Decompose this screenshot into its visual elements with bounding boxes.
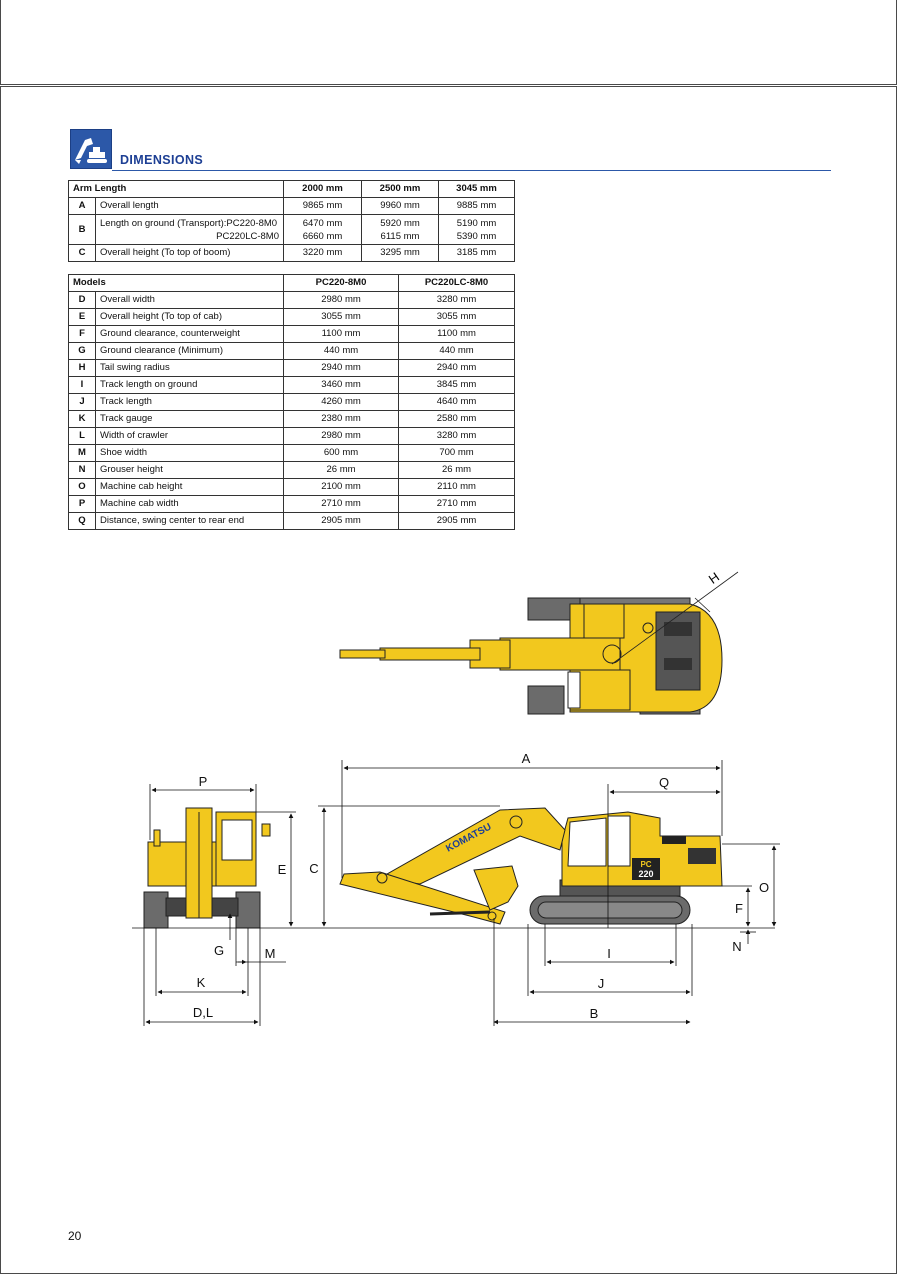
row-key: D bbox=[69, 292, 96, 309]
row-value: 9885 mm bbox=[439, 198, 515, 215]
header-cell: Models bbox=[69, 275, 284, 292]
row-label: Distance, swing center to rear end bbox=[96, 513, 284, 530]
row-value: 700 mm bbox=[399, 445, 515, 462]
row-value: 440 mm bbox=[399, 343, 515, 360]
dim-label-p: P bbox=[198, 774, 208, 789]
row-value: 3055 mm bbox=[399, 309, 515, 326]
row-key: A bbox=[69, 198, 96, 215]
row-value-a: 6470 mm bbox=[302, 217, 343, 229]
row-value: 3220 mm bbox=[284, 245, 362, 262]
row-key: N bbox=[69, 462, 96, 479]
row-value-a: 5190 mm bbox=[456, 217, 497, 229]
top-view bbox=[340, 569, 738, 714]
row-value: 1100 mm bbox=[399, 326, 515, 343]
dim-label-i: I bbox=[607, 946, 611, 961]
row-value: 3845 mm bbox=[399, 377, 515, 394]
model-badge-top: PC bbox=[640, 860, 652, 869]
row-value: 3295 mm bbox=[362, 245, 439, 262]
dim-label-o: O bbox=[758, 880, 770, 895]
page-number: 20 bbox=[68, 1229, 82, 1243]
row-label: Grouser height bbox=[96, 462, 284, 479]
row-value: 600 mm bbox=[284, 445, 399, 462]
row-key: K bbox=[69, 411, 96, 428]
row-value: 2710 mm bbox=[284, 496, 399, 513]
row-label: Machine cab width bbox=[96, 496, 284, 513]
dim-label-g: G bbox=[213, 943, 225, 958]
dim-label-c: C bbox=[309, 861, 319, 876]
row-value: 2980 mm bbox=[284, 428, 399, 445]
row-label: Track gauge bbox=[96, 411, 284, 428]
row-key: Q bbox=[69, 513, 96, 530]
header-cell: PC220-8M0 bbox=[284, 275, 399, 292]
row-value-b: 6115 mm bbox=[380, 230, 420, 242]
row-value: 26 mm bbox=[284, 462, 399, 479]
dim-label-j: J bbox=[597, 976, 605, 991]
row-value-b: 6660 mm bbox=[302, 230, 343, 242]
model-badge-num: 220 bbox=[638, 869, 654, 879]
row-key: O bbox=[69, 479, 96, 496]
row-value: 2980 mm bbox=[284, 292, 399, 309]
row-key: J bbox=[69, 394, 96, 411]
row-value: 2380 mm bbox=[284, 411, 399, 428]
row-label: Ground clearance (Minimum) bbox=[96, 343, 284, 360]
row-key: C bbox=[69, 245, 96, 262]
row-key: B bbox=[69, 215, 96, 245]
dim-label-n: N bbox=[732, 939, 742, 954]
side-view bbox=[340, 808, 722, 924]
row-key: M bbox=[69, 445, 96, 462]
header-cell: Arm Length bbox=[69, 181, 284, 198]
dim-label-f: F bbox=[735, 901, 743, 916]
row-key: H bbox=[69, 360, 96, 377]
row-value: 4640 mm bbox=[399, 394, 515, 411]
row-label-line2: PC220LC-8M0 bbox=[216, 230, 279, 242]
row-label: Overall height (To top of boom) bbox=[96, 245, 284, 262]
row-value: 2110 mm bbox=[399, 479, 515, 496]
front-view bbox=[144, 808, 270, 928]
row-key: P bbox=[69, 496, 96, 513]
row-key: G bbox=[69, 343, 96, 360]
row-value: 2710 mm bbox=[399, 496, 515, 513]
row-label: Width of crawler bbox=[96, 428, 284, 445]
row-label: Shoe width bbox=[96, 445, 284, 462]
row-label: Overall width bbox=[96, 292, 284, 309]
row-value: 9865 mm bbox=[284, 198, 362, 215]
row-value: 4260 mm bbox=[284, 394, 399, 411]
dim-label-h: H bbox=[705, 569, 723, 587]
dim-label-dl: D,L bbox=[192, 1005, 214, 1020]
row-key: L bbox=[69, 428, 96, 445]
header-cell: PC220LC-8M0 bbox=[399, 275, 515, 292]
section-title: DIMENSIONS bbox=[120, 153, 204, 167]
row-value: 440 mm bbox=[284, 343, 399, 360]
row-value: 3185 mm bbox=[439, 245, 515, 262]
row-value: 26 mm bbox=[399, 462, 515, 479]
row-key: E bbox=[69, 309, 96, 326]
row-label-line1: Length on ground (Transport):PC220-8M0 bbox=[100, 217, 278, 229]
row-value: 3280 mm bbox=[399, 292, 515, 309]
header-cell: 2000 mm bbox=[284, 181, 362, 198]
row-value: 2905 mm bbox=[284, 513, 399, 530]
header-cell: 2500 mm bbox=[362, 181, 439, 198]
row-label: Overall height (To top of cab) bbox=[96, 309, 284, 326]
row-label: Ground clearance, counterweight bbox=[96, 326, 284, 343]
row-value: 9960 mm bbox=[362, 198, 439, 215]
row-label: Machine cab height bbox=[96, 479, 284, 496]
header-cell: 3045 mm bbox=[439, 181, 515, 198]
row-value: 3055 mm bbox=[284, 309, 399, 326]
dim-label-b: B bbox=[589, 1006, 599, 1021]
row-label: Overall length bbox=[96, 198, 284, 215]
row-value-a: 5920 mm bbox=[380, 217, 420, 229]
dimension-lines bbox=[132, 760, 780, 1026]
row-value: 2580 mm bbox=[399, 411, 515, 428]
row-label: Track length bbox=[96, 394, 284, 411]
row-label: Tail swing radius bbox=[96, 360, 284, 377]
row-value: 3280 mm bbox=[399, 428, 515, 445]
row-key: I bbox=[69, 377, 96, 394]
row-value: 2100 mm bbox=[284, 479, 399, 496]
row-label: Track length on ground bbox=[96, 377, 284, 394]
row-value-b: 5390 mm bbox=[456, 230, 497, 242]
dim-label-m: M bbox=[264, 946, 276, 961]
brand-logo: KOMATSU bbox=[444, 821, 494, 855]
row-value: 3460 mm bbox=[284, 377, 399, 394]
dim-label-e: E bbox=[277, 862, 287, 877]
row-value: 2940 mm bbox=[399, 360, 515, 377]
row-value: 2940 mm bbox=[284, 360, 399, 377]
dim-label-a: A bbox=[521, 751, 531, 766]
row-value: 2905 mm bbox=[399, 513, 515, 530]
dim-label-k: K bbox=[196, 975, 206, 990]
row-value: 1100 mm bbox=[284, 326, 399, 343]
dim-label-q: Q bbox=[658, 775, 670, 790]
row-key: F bbox=[69, 326, 96, 343]
